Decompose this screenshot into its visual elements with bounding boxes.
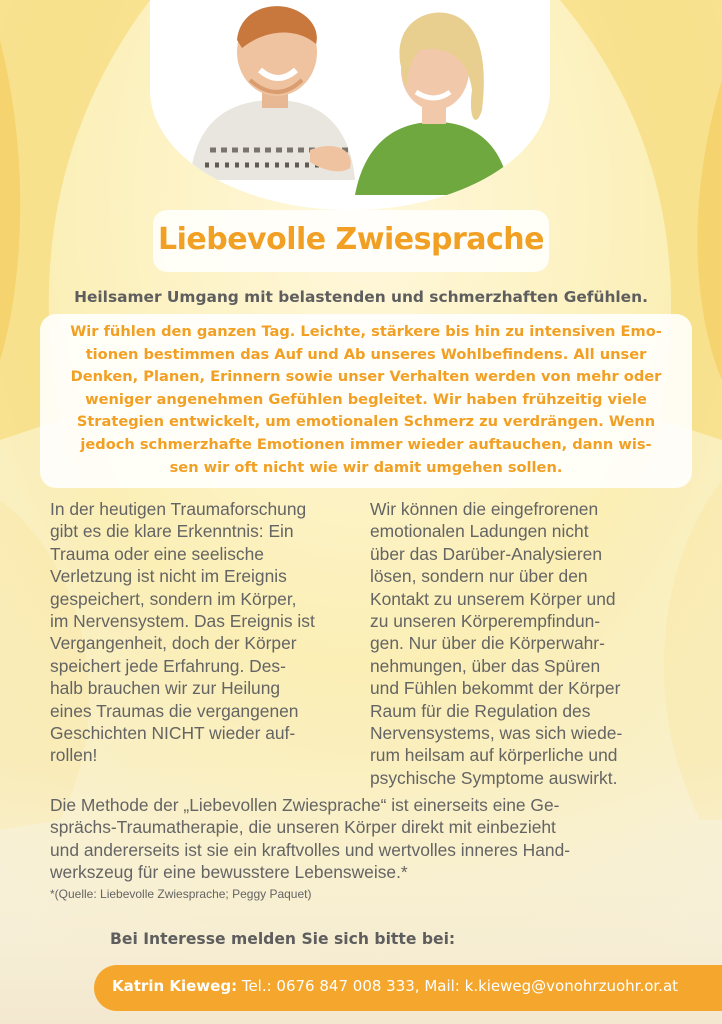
text-line: und Fühlen bekommt der Körper	[370, 678, 621, 699]
text-line: Kontakt zu unserem Körper und	[370, 588, 616, 609]
text-line: im Nervensystem. Das Ereignis ist	[50, 611, 315, 632]
intro-line: Denken, Planen, Erinnern sowie unser Verhalten werden von mehr oder	[70, 368, 662, 386]
text-line: werkszeug für eine bewusstere Lebensweise.*	[50, 862, 408, 883]
text-line: rollen!	[50, 745, 98, 766]
text-line: gespeichert, sondern im Körper,	[50, 588, 297, 609]
text-line: Vergangenheit, doch der Körper	[50, 633, 297, 654]
page-title: Liebevolle Zwiesprache	[157, 222, 545, 257]
text-line: psychische Symptome auswirkt.	[370, 767, 618, 788]
contact-name: Katrin Kieweg:	[112, 977, 238, 995]
contact-info	[112, 977, 678, 995]
intro-line: tionen bestimmen das Auf und Ab unseres Wohlbefindens. All unser	[85, 345, 647, 363]
text-line: nehmungen, über das Spüren	[370, 655, 601, 676]
text-line: gibt es die klare Erkenntnis: Ein	[50, 521, 294, 542]
contact-heading: Bei Interesse melden Sie sich bitte bei:	[110, 930, 456, 948]
text-line: lösen, sondern nur über den	[370, 566, 588, 587]
text-line: Geschichten NICHT wieder auf-	[50, 723, 296, 744]
text-line: In der heutigen Traumaforschung	[50, 499, 307, 519]
text-line: Trauma oder eine seelische	[50, 543, 264, 564]
text-line: Die Methode der „Liebevollen Zwiesprache“ ist einerseits eine Ge-	[50, 795, 560, 815]
text-line: Wir können die eingefrorenen	[370, 499, 599, 519]
text-line: eines Traumas die vergangenen	[50, 700, 299, 721]
text-line: über das Darüber-Analysieren	[370, 543, 602, 564]
text-line: Raum für die Regulation des	[370, 700, 591, 721]
text-line: gen. Nur über die Körperwahr-	[370, 633, 605, 654]
text-line: Verletzung ist nicht im Ereignis	[50, 566, 287, 587]
intro-line: sen wir oft nicht wie wir damit umgehen sollen.	[169, 458, 563, 476]
left-column	[50, 498, 362, 767]
text-line: zu unseren Körperempfindun-	[370, 611, 601, 632]
intro-line: Wir fühlen den ganzen Tag. Leichte, stärkere bis hin zu intensiven Emo-	[70, 323, 662, 340]
methode-paragraph	[50, 794, 680, 884]
text-line: emotionalen Ladungen nicht	[370, 521, 589, 542]
source-note: *(Quelle: Liebevolle Zwiesprache; Peggy Paquet)	[50, 887, 312, 901]
text-line: halb brauchen wir zur Heilung	[50, 678, 281, 699]
contact-details[interactable]: Tel.: 0676 847 008 333, Mail: k.kieweg@vonohrzuohr.or.at	[237, 977, 679, 995]
text-line: Nervensystems, was sich wiede-	[370, 723, 623, 744]
text-line: speichert jede Erfahrung. Des-	[50, 655, 286, 676]
right-column	[370, 498, 676, 789]
subtitle: Heilsamer Umgang mit belastenden und schmerzhaften Gefühlen.	[74, 288, 648, 306]
text-line: sprächs-Traumatherapie, die unseren Körper direkt mit einbezieht	[50, 817, 556, 838]
intro-paragraph	[46, 321, 686, 479]
text-line: und andererseits ist sie ein kraftvolles und wertvolles inneres Hand-	[50, 839, 571, 860]
intro-line: jedoch schmerzhafte Emotionen immer wieder auftauchen, dann wis-	[80, 435, 652, 453]
intro-line: weniger angenehmen Gefühlen begleitet. Wir haben frühzeitig viele	[85, 390, 647, 408]
text-line: rum heilsam auf körperliche und	[370, 745, 618, 766]
intro-line: Strategien entwickelt, um emotionalen Schmerz zu verdrängen. Wenn	[76, 413, 656, 431]
